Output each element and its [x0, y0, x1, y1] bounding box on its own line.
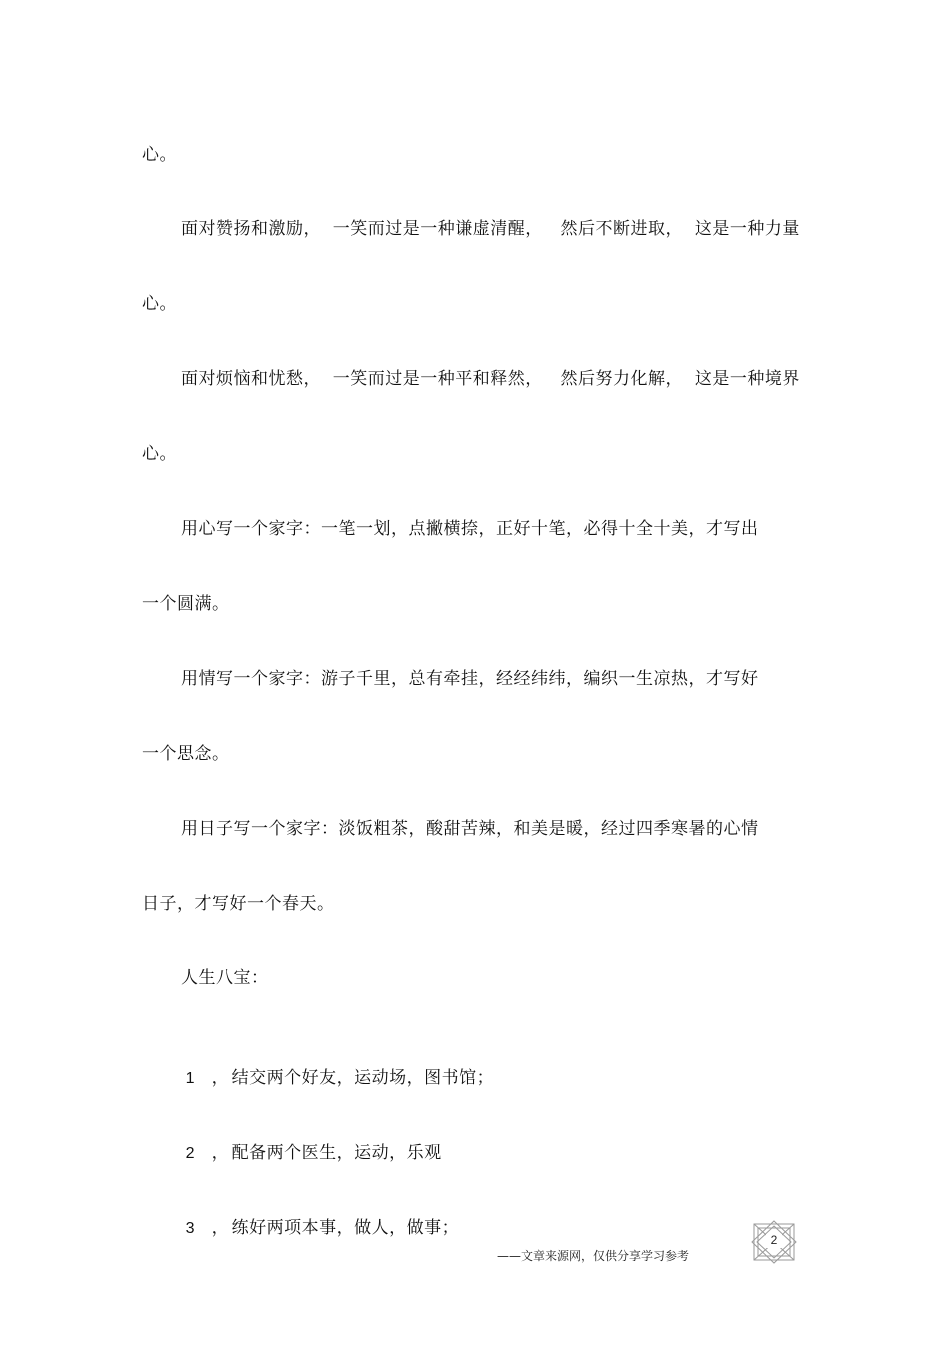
list-item — [162, 1192, 459, 1265]
paragraph-line: 日子，才写好一个春天。 — [142, 894, 335, 914]
paragraph-line: 心。 — [142, 294, 177, 314]
list-item-text: 结交两个好友，运动场，图书馆； — [231, 1068, 495, 1088]
source-note: ——文章来源网，仅供分享学习参考 — [497, 1249, 690, 1263]
list-item-separator: ， — [211, 1068, 230, 1088]
section-heading: 人生八宝： — [181, 968, 269, 988]
list-item — [162, 1117, 442, 1190]
paragraph-line: 面对赞扬和激励， 一笑而过是一种谦虚清醒， 然后不断进取， 这是一种力量 — [181, 219, 800, 239]
page-number: 2 — [770, 1233, 778, 1247]
paragraph-line: 心。 — [142, 145, 177, 165]
paragraph-line: 用日子写一个家字：淡饭粗茶，酸甜苦辣，和美是暖，经过四季寒暑的心情 — [181, 819, 759, 839]
list-item-separator: ， — [211, 1218, 230, 1238]
paragraph-line: 一个圆满。 — [142, 594, 230, 614]
list-item-number: 2 — [185, 1145, 196, 1162]
list-item-number: 3 — [185, 1220, 196, 1237]
paragraph-line: 心。 — [142, 444, 177, 464]
paragraph-line: 用情写一个家字：游子千里，总有牵挂，经经纬纬，编织一生凉热，才写好 — [181, 669, 759, 689]
paragraph-line: 面对烦恼和忧愁， 一笑而过是一种平和释然， 然后努力化解， 这是一种境界 — [181, 369, 800, 389]
paragraph-line: 用心写一个家字：一笔一划，点撇横捺，正好十笔，必得十全十美，才写出 — [181, 519, 759, 539]
paragraph-line: 一个思念。 — [142, 744, 230, 764]
list-item — [162, 1042, 494, 1115]
list-item-text: 练好两项本事，做人，做事； — [231, 1218, 460, 1238]
list-item-separator: ， — [211, 1143, 230, 1163]
list-item-number: 1 — [185, 1070, 196, 1087]
list-item-text: 配备两个医生，运动，乐观 — [231, 1143, 442, 1163]
page-number-badge — [750, 1220, 798, 1264]
